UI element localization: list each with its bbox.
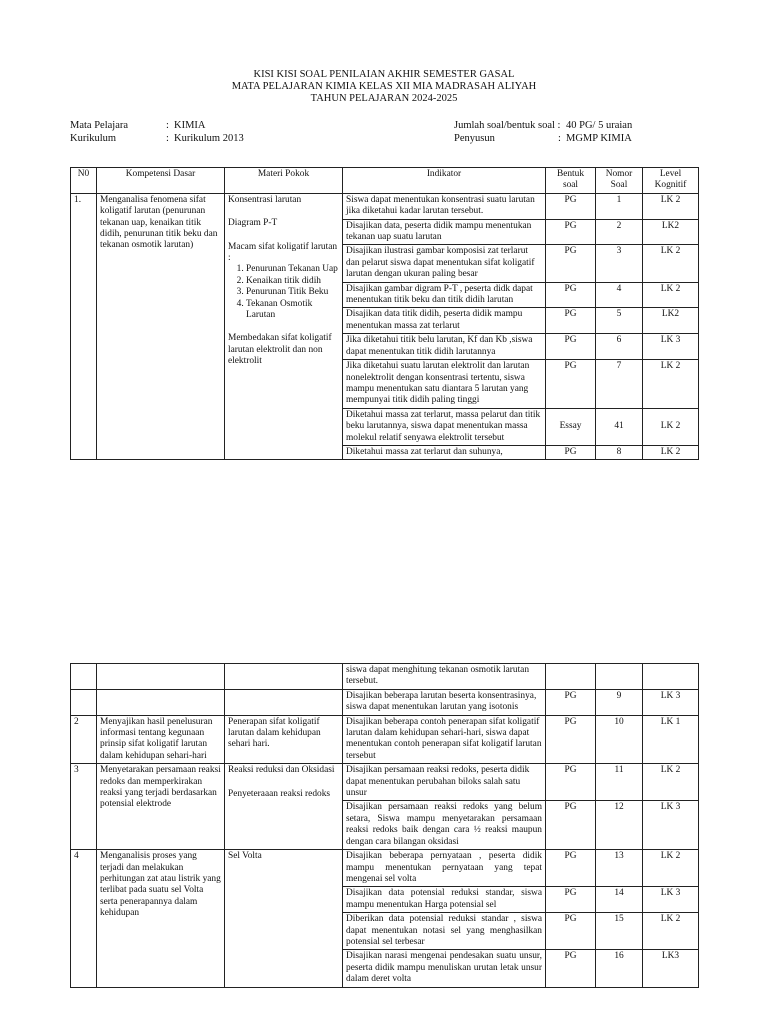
row-bentuk: PG	[546, 193, 596, 219]
row-no: 2	[71, 715, 97, 764]
kurikulum-value: Kurikulum 2013	[174, 132, 244, 144]
title-line-2: MATA PELAJARAN KIMIA KELAS XII MIA MADRASAH ALIYAH	[231, 81, 537, 92]
row-bentuk: PG	[546, 801, 596, 850]
materi-item: Penyeteraaan reaksi redoks	[228, 788, 331, 799]
row-level: LK 2	[643, 282, 699, 308]
jumlah-label: Jumlah soal/bentuk soal :	[454, 120, 561, 131]
row-materi	[225, 764, 343, 850]
materi-item: Reaksi reduksi dan Oksidasi	[228, 765, 335, 776]
materi-item: Macam sifat koligatif larutan :	[228, 241, 338, 264]
penyusun-sep: :	[558, 132, 561, 144]
row-level: LK 2	[643, 193, 699, 219]
row-bentuk: PG	[546, 360, 596, 409]
header-level: Level Kognitif	[643, 168, 699, 194]
row-kd: Menganalisa fenomena sifat koligatif larutan (penurunan tekanan uap, kenaikan titik didih, penurunan titik beku dan tekanan osmotik larutan)	[97, 193, 225, 460]
penyusun-value: MGMP KIMIA	[566, 132, 632, 144]
row-nomor: 3	[596, 245, 643, 282]
row-nomor: 5	[596, 308, 643, 334]
row-nomor: 14	[596, 887, 643, 913]
row-bentuk: PG	[546, 219, 596, 245]
materi-item: Membedakan sifat koligatif larutan elektrolit dan non elektrolit	[228, 333, 332, 367]
row-bentuk: PG	[546, 334, 596, 360]
kisi-table-2	[70, 663, 699, 988]
row-bentuk: PG	[546, 715, 596, 764]
list-item: 1. Penurunan Tekanan Uap	[246, 264, 339, 275]
row-nomor: 2	[596, 219, 643, 245]
row-bentuk: PG	[546, 245, 596, 282]
row-level: LK 3	[643, 689, 699, 715]
title-line-3: TAHUN PELAJARAN 2024-2025	[310, 93, 458, 104]
title-line-1: KISI KISI SOAL PENILAIAN AKHIR SEMESTER GASAL	[253, 69, 515, 80]
row-nomor: 4	[596, 282, 643, 308]
row-no: 4	[71, 850, 97, 987]
row-nomor: 9	[596, 689, 643, 715]
row-indikator: Disajikan narasi mengenai pendesakan suatu unsur, peserta didik mampu menuliskan urutan letak unsur dalam deret volta	[343, 950, 546, 987]
row-level: LK 1	[643, 715, 699, 764]
row-indikator: Diketahui massa zat terlarut dan suhunya,	[343, 445, 546, 459]
row-bentuk: PG	[546, 282, 596, 308]
row-nomor: 7	[596, 360, 643, 409]
row-indikator: Jika diketahui suatu larutan elektrolit dan larutan nonelektrolit dengan konsentrasi tertentu, siswa mampu menentukan satu diantara 5 larutan yang mempunyai titik didih paling tinggi	[343, 360, 546, 409]
row-indikator: Disajikan persamaan reaksi redoks yang belum setara, Siswa mampu menyetarakan persamaan reaksi redoks baik dengan cara ½ reaksi maupun dengan cara bilangan oksidasi	[343, 801, 546, 850]
row-bentuk: PG	[546, 689, 596, 715]
row-level: LK 2	[643, 245, 699, 282]
row-no: 1.	[71, 193, 97, 460]
row-bentuk: PG	[546, 445, 596, 459]
header-nomor: Nomor Soal	[596, 168, 643, 194]
row-kd: Menyetarakan persamaan reaksi redoks dan memperkirakan reaksi yang terjadi berdasarkan potensial elektrode	[97, 764, 225, 850]
mapel-sep: :	[166, 120, 169, 131]
header-materi: Materi Pokok	[225, 168, 343, 194]
row-indikator: siswa dapat menghitung tekanan osmotik larutan tersebut.	[343, 664, 546, 690]
row-bentuk: PG	[546, 308, 596, 334]
row-materi: Penerapan sifat koligatif larutan dalam kehidupan sehari hari.	[225, 715, 343, 764]
header-kd: Kompetensi Dasar	[97, 168, 225, 194]
row-level: LK2	[643, 308, 699, 334]
row-no: 3	[71, 764, 97, 850]
list-item: 3. Penurunan Titik Beku	[246, 287, 339, 298]
row-indikator: Siswa dapat menentukan konsentrasi suatu larutan jika diketahui kadar larutan tersebut.	[343, 193, 546, 219]
row-level: LK2	[643, 219, 699, 245]
row-indikator: Disajikan ilustrasi gambar komposisi zat terlarut dan pelarut siswa dapat menentukan sifat koligatif larutan dengan ukuran paling besar	[343, 245, 546, 282]
row-bentuk: Essay	[546, 408, 596, 445]
kurikulum-label: Kurikulum	[70, 132, 117, 144]
materi-item: Diagram P-T	[228, 218, 278, 229]
row-level: LK 2	[643, 445, 699, 459]
header-bentuk: Bentuk soal	[546, 168, 596, 194]
table-row	[71, 850, 699, 887]
row-level: LK 2	[643, 764, 699, 801]
table-row	[71, 689, 699, 715]
row-nomor: 41	[596, 408, 643, 445]
row-level: LK 2	[643, 850, 699, 887]
materi-item: Konsentrasi larutan	[228, 194, 302, 205]
row-nomor: 10	[596, 715, 643, 764]
row-level: LK 2	[643, 913, 699, 950]
row-level: LK 3	[643, 887, 699, 913]
row-nomor: 1	[596, 193, 643, 219]
row-level: LK3	[643, 950, 699, 987]
row-indikator: Disajikan data potensial reduksi standar, siswa mampu menentukan Harga potensial sel	[343, 887, 546, 913]
table-row	[71, 715, 699, 764]
row-indikator: Disajikan persamaan reaksi redoks, peserta didik dapat menentukan perubahan biloks salah satu unsur	[343, 764, 546, 801]
row-bentuk: PG	[546, 764, 596, 801]
kurikulum-sep: :	[166, 132, 169, 144]
row-kd: Menyajikan hasil penelusuran informasi tentang kegunaan prinsip sifat koligatif larutan dalam kehidupan sehari-hari	[97, 715, 225, 764]
jumlah-value: 40 PG/ 5 uraian	[566, 120, 633, 131]
header-indikator: Indikator	[343, 168, 546, 194]
row-indikator: Disajikan gambar digram P-T , peserta didk dapat menentukan titik beku dan titik didih larutan	[343, 282, 546, 308]
row-bentuk: PG	[546, 887, 596, 913]
row-bentuk: PG	[546, 950, 596, 987]
row-bentuk: PG	[546, 850, 596, 887]
header-no: N0	[71, 168, 97, 194]
row-indikator: Disajikan beberapa contoh penerapan sifat koligatif larutan dalam kehidupan sehari-hari, siswa dapat menentukan contoh penerapan sifat koligatif larutan tersebut	[343, 715, 546, 764]
row-nomor: 16	[596, 950, 643, 987]
table-row	[71, 664, 699, 690]
row-bentuk: PG	[546, 913, 596, 950]
row-nomor: 6	[596, 334, 643, 360]
row-nomor: 15	[596, 913, 643, 950]
row-nomor: 13	[596, 850, 643, 887]
row-indikator: Diketahui massa zat terlarut, massa pelarut dan titik beku larutannya, siswa dapat menentukan massa molekul relatif senyawa elektrolit tersebut	[343, 408, 546, 445]
list-item: 4. Tekanan Osmotik Larutan	[246, 299, 339, 322]
list-item: 2. Kenaikan titik didih	[246, 276, 339, 287]
row-materi: Sel Volta	[225, 850, 343, 987]
row-level: LK 3	[643, 334, 699, 360]
row-nomor: 12	[596, 801, 643, 850]
row-kd: Menganalisis proses yang terjadi dan melakukan perhitungan zat atau listrik yang terlibat pada suatu sel Volta serta penerapannya dalam kehidupan	[97, 850, 225, 987]
row-indikator: Disajikan beberapa pernyataan , peserta didik mampu menentukan pernyataan yang tepat mengenai sel volta	[343, 850, 546, 887]
row-level: LK 2	[643, 360, 699, 409]
mapel-value: KIMIA	[174, 120, 206, 131]
row-indikator: Disajikan data, peserta didik mampu menentukan tekanan uap suatu larutan	[343, 219, 546, 245]
row-level: LK 2	[643, 408, 699, 445]
row-indikator: Disajikan data titik didih, peserta didik mampu menentukan massa zat terlarut	[343, 308, 546, 334]
row-indikator: Jika diketahui titik belu larutan, Kf dan Kb ,siswa dapat menentukan titik didih larutannya	[343, 334, 546, 360]
row-nomor: 11	[596, 764, 643, 801]
table-row	[71, 764, 699, 801]
mapel-label: Mata Pelajara	[70, 120, 129, 131]
row-indikator: Disajikan beberapa larutan beserta konsentrasinya, siswa dapat menentukan larutan yang isotonis	[343, 689, 546, 715]
row-level: LK 3	[643, 801, 699, 850]
penyusun-label: Penyusun	[454, 132, 495, 144]
row-indikator: Diberikan data potensial reduksi standar , siswa dapat menentukan notasi sel yang menghasilkan potensial sel terbesar	[343, 913, 546, 950]
row-nomor: 8	[596, 445, 643, 459]
